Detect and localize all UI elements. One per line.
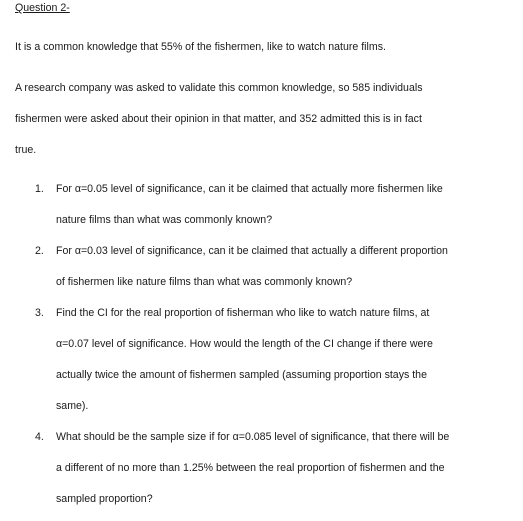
- question-line: same).: [56, 400, 89, 412]
- question-line: actually twice the amount of fishermen sampled (assuming proportion stays the: [56, 369, 427, 381]
- question-number: 4.: [35, 431, 44, 443]
- question-line: α=0.07 level of significance. How would the length of the CI change if there were: [56, 338, 433, 350]
- question-title: Question 2-: [15, 2, 70, 14]
- question-number: 2.: [35, 245, 44, 257]
- question-line: What should be the sample size if for α=0.085 level of significance, that there will be: [56, 431, 450, 443]
- question-number: 1.: [35, 183, 44, 195]
- context-paragraph-line: true.: [15, 144, 37, 156]
- question-line: For α=0.03 level of significance, can it be claimed that actually a different proportion: [56, 245, 448, 257]
- context-paragraph-line: fishermen were asked about their opinion in that matter, and 352 admitted this is in fact: [15, 113, 422, 125]
- question-line: of fishermen like nature films than what was commonly known?: [56, 276, 353, 288]
- question-line: For α=0.05 level of significance, can it be claimed that actually more fishermen like: [56, 183, 443, 195]
- intro-paragraph: It is a common knowledge that 55% of the fishermen, like to watch nature films.: [15, 41, 386, 53]
- question-line: nature films than what was commonly known?: [56, 214, 273, 226]
- context-paragraph-line: A research company was asked to validate this common knowledge, so 585 individuals: [15, 82, 423, 94]
- question-number: 3.: [35, 307, 44, 319]
- question-line: Find the CI for the real proportion of fisherman who like to watch nature films, at: [56, 307, 430, 319]
- question-line: a different of no more than 1.25% between the real proportion of fishermen and the: [56, 462, 445, 474]
- question-line: sampled proportion?: [56, 493, 153, 505]
